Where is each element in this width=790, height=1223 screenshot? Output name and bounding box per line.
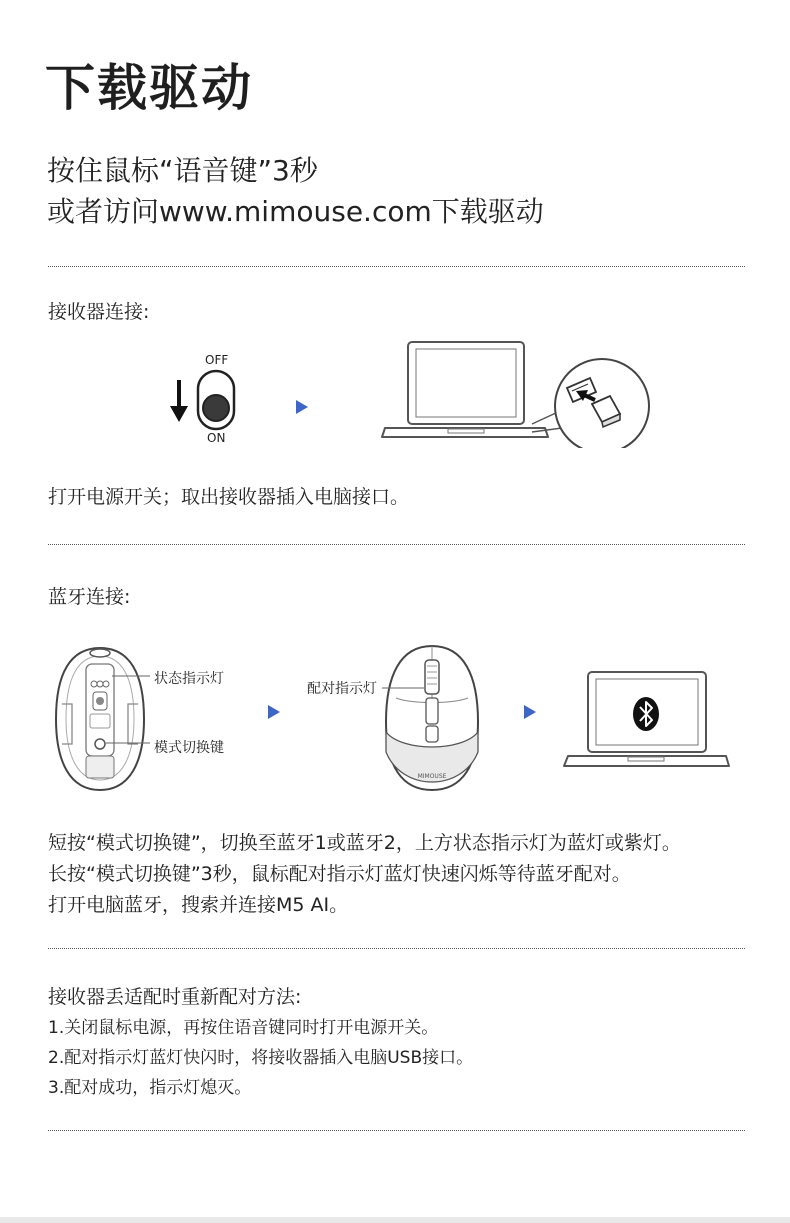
- bluetooth-step-1: 短按“模式切换键”，切换至蓝牙1或蓝牙2，上方状态指示灯为蓝灯或紫灯。: [48, 832, 681, 854]
- step-arrow-icon: [296, 400, 308, 414]
- step-arrow-icon: [268, 705, 280, 719]
- divider: [48, 1130, 745, 1131]
- voice-key-instruction: 按住鼠标“语音键”3秒: [47, 154, 318, 187]
- pair-light-label: 配对指示灯: [307, 681, 377, 697]
- power-switch-icon: [194, 368, 238, 432]
- divider: [48, 544, 745, 545]
- laptop-icon: [380, 336, 655, 448]
- mode-switch-label: 模式切换键: [154, 740, 224, 756]
- down-arrow-icon: [168, 378, 190, 424]
- page-title: 下载驱动: [45, 59, 253, 117]
- switch-off-label: OFF: [205, 353, 229, 367]
- mouse-underside-icon: [50, 644, 150, 794]
- mouse-top-icon: [382, 642, 482, 794]
- step-arrow-icon: [524, 705, 536, 719]
- divider: [48, 948, 745, 949]
- bluetooth-heading: 蓝牙连接:: [48, 586, 131, 608]
- repair-step-2: 2.配对指示灯蓝灯快闪时，将接收器插入电脑USB接口。: [48, 1048, 474, 1068]
- bluetooth-icon: [633, 697, 659, 731]
- status-light-label: 状态指示灯: [154, 671, 224, 687]
- repair-step-3: 3.配对成功，指示灯熄灭。: [48, 1078, 252, 1098]
- repair-heading: 接收器丢适配时重新配对方法:: [48, 986, 302, 1008]
- bluetooth-step-3: 打开电脑蓝牙，搜索并连接M5 AI。: [48, 894, 349, 916]
- bottom-strip: [0, 1217, 790, 1223]
- bluetooth-step-2: 长按“模式切换键”3秒，鼠标配对指示灯蓝灯快速闪烁等待蓝牙配对。: [48, 863, 631, 885]
- mouse-brand-text: MIMOUSE: [417, 773, 447, 780]
- divider: [48, 266, 745, 267]
- receiver-heading: 接收器连接:: [48, 301, 150, 323]
- laptop-icon: [562, 668, 758, 774]
- switch-on-label: ON: [207, 431, 226, 445]
- website-instruction: 或者访问www.mimouse.com下载驱动: [47, 195, 544, 228]
- receiver-caption: 打开电源开关；取出接收器插入电脑接口。: [48, 486, 410, 508]
- repair-step-1: 1.关闭鼠标电源，再按住语音键同时打开电源开关。: [48, 1018, 439, 1038]
